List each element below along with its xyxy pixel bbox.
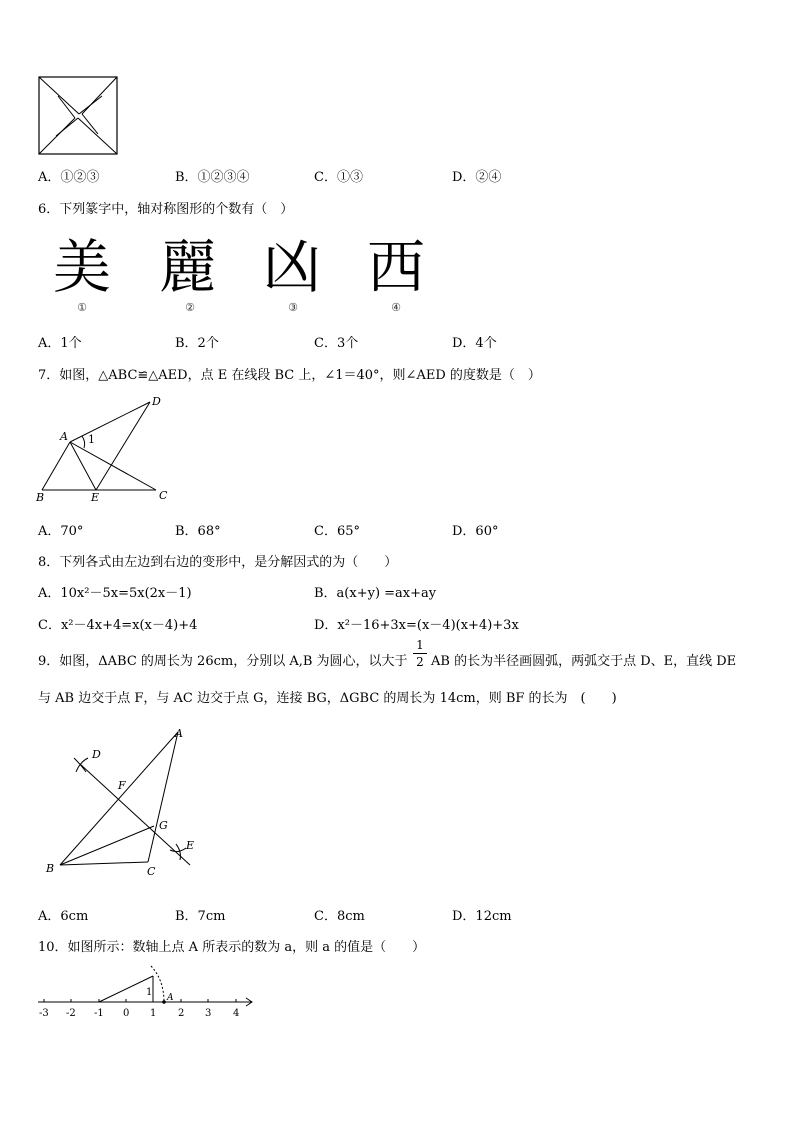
q7-stem: 7．如图，△ABC≌△AED，点 E 在线段 BC 上，∠1＝40°，则∠AED 的度数是（ ） bbox=[38, 368, 541, 383]
q7-triangle-figure bbox=[30, 392, 180, 507]
q10-tick--1: -1 bbox=[94, 1008, 104, 1019]
q6-stem: 6．下列篆字中，轴对称图形的个数有（ ） bbox=[38, 202, 294, 217]
q5-option-d[interactable]: D．②④ bbox=[452, 170, 502, 185]
q9-stem-line2: 与 AB 边交于点 F，与 AC 边交于点 G，连接 BG，ΔGBC 的周长为 14cm，则 BF 的长为 ( ) bbox=[38, 691, 617, 706]
q9-fraction-denominator: 2 bbox=[416, 655, 424, 669]
q7-label-c: C bbox=[159, 489, 168, 502]
q9-fraction bbox=[413, 638, 427, 669]
q5-pinwheel-figure bbox=[38, 76, 120, 156]
q9-stem-line1-end: AB 的长为半径画圆弧，两弧交于点 D、E，直线 DE bbox=[431, 654, 737, 669]
q5-option-c[interactable]: C．①③ bbox=[314, 170, 363, 185]
q9-option-d[interactable]: D．12cm bbox=[452, 909, 512, 924]
q9-option-c[interactable]: C．8cm bbox=[314, 909, 365, 924]
q6-glyph-label-1: ① bbox=[77, 301, 87, 314]
q10-tick--2: -2 bbox=[66, 1008, 76, 1019]
q9-option-a[interactable]: A．6cm bbox=[38, 909, 89, 924]
q10-tick-0: 0 bbox=[123, 1008, 130, 1019]
q10-tick-4: 4 bbox=[233, 1008, 240, 1019]
q6-option-d[interactable]: D．4个 bbox=[452, 336, 497, 351]
q6-option-b[interactable]: B．2个 bbox=[175, 336, 219, 351]
q8-option-d[interactable]: D．x²－16+3x=(x－4)(x+4)+3x bbox=[314, 618, 519, 633]
q10-tick-1: 1 bbox=[150, 1008, 157, 1019]
q5-option-a[interactable]: A．①②③ bbox=[38, 170, 100, 185]
q9-label-a: A bbox=[175, 727, 183, 740]
q6-glyph-1: 美 bbox=[52, 233, 111, 301]
q9-label-d: D bbox=[92, 748, 101, 761]
q8-option-c[interactable]: C．x²－4x+4=x(x－4)+4 bbox=[38, 618, 198, 633]
q6-glyph-label-2: ② bbox=[185, 301, 195, 314]
q5-option-b[interactable]: B．①②③④ bbox=[175, 170, 250, 185]
q9-option-b[interactable]: B．7cm bbox=[175, 909, 226, 924]
q9-stem-line1-start: 9．如图，ΔABC 的周长为 26cm，分别以 A,B 为圆心，以大于 bbox=[38, 654, 408, 669]
q7-option-d[interactable]: D．60° bbox=[452, 524, 499, 539]
q10-tick--3: -3 bbox=[39, 1008, 49, 1019]
q10-point-label: A bbox=[167, 993, 174, 1003]
q10-stem: 10．如图所示：数轴上点 A 所表示的数为 a，则 a 的值是（ ） bbox=[38, 940, 426, 955]
q6-glyph-3: 凶 bbox=[262, 233, 321, 301]
q8-option-a[interactable]: A．10x²－5x=5x(2x－1) bbox=[38, 586, 192, 601]
q6-glyph-4: 西 bbox=[366, 233, 425, 301]
q6-glyph-2: 麗 bbox=[158, 233, 217, 301]
q7-option-b[interactable]: B．68° bbox=[175, 524, 221, 539]
q7-label-b: B bbox=[36, 491, 45, 504]
q9-triangle-figure bbox=[40, 722, 210, 882]
q9-label-b: B bbox=[46, 862, 55, 875]
q10-tick-2: 2 bbox=[178, 1008, 185, 1019]
q9-label-f: F bbox=[118, 779, 126, 792]
q10-tick-3: 3 bbox=[205, 1008, 212, 1019]
q6-glyph-label-3: ③ bbox=[288, 301, 298, 314]
q9-fraction-numerator: 1 bbox=[416, 638, 424, 652]
q6-option-a[interactable]: A．1个 bbox=[38, 336, 82, 351]
q10-side-label: 1 bbox=[146, 987, 153, 998]
q7-label-d: D bbox=[152, 395, 161, 408]
q9-label-c: C bbox=[147, 865, 156, 878]
q7-option-c[interactable]: C．65° bbox=[314, 524, 360, 539]
q9-label-g: G bbox=[159, 819, 168, 832]
q7-label-e: E bbox=[91, 491, 100, 504]
q7-option-a[interactable]: A．70° bbox=[38, 524, 84, 539]
q8-stem: 8．下列各式由左边到右边的变形中，是分解因式的为（ ） bbox=[38, 555, 398, 570]
q6-glyph-label-4: ④ bbox=[391, 301, 401, 314]
q10-number-line-figure bbox=[36, 962, 260, 1022]
q8-option-b[interactable]: B．a(x+y) =ax+ay bbox=[314, 586, 437, 601]
q7-angle-label: 1 bbox=[88, 433, 95, 446]
q6-option-c[interactable]: C．3个 bbox=[314, 336, 359, 351]
q9-label-e: E bbox=[186, 839, 195, 852]
q7-label-a: A bbox=[60, 430, 68, 443]
